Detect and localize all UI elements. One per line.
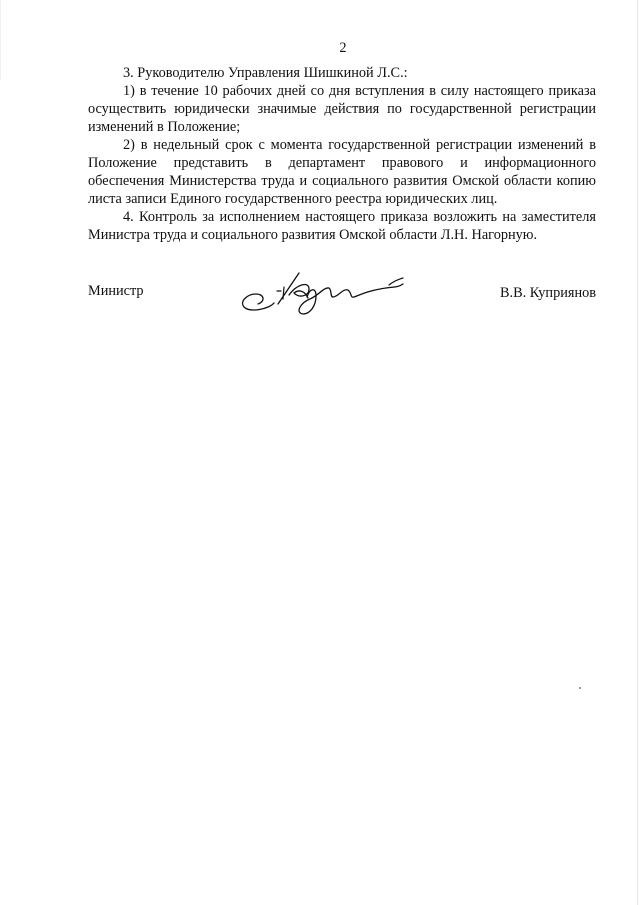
signer-name: В.В. Куприянов [500, 285, 596, 301]
scan-speck [579, 687, 581, 689]
paragraph-item-3: 3. Руководителю Управления Шишкиной Л.С.: [123, 65, 408, 81]
document-body [88, 64, 596, 244]
paragraph-subitem-2: 2) в недельный срок с момента государственной регистрации изменений в Положение представить в департамент правового и информационного обеспечения Министерства труда и социального развития Омской области копию листа записи Единого государственного реестра юридических лиц. [88, 137, 596, 207]
paragraph-item-4: 4. Контроль за исполнением настоящего приказа возложить на заместителя Министра труда и социального развития Омской области Л.Н. Нагорную. [88, 209, 596, 243]
signer-position: Министр [88, 283, 144, 299]
signature-block [88, 276, 596, 320]
page-number: 2 [339, 40, 347, 56]
handwritten-signature [238, 266, 410, 318]
scan-edge-right [637, 0, 638, 905]
paragraph-subitem-1: 1) в течение 10 рабочих дней со дня вступления в силу настоящего приказа осуществить юридически значимые действия по государственной регистрации изменений в Положение; [88, 83, 596, 135]
